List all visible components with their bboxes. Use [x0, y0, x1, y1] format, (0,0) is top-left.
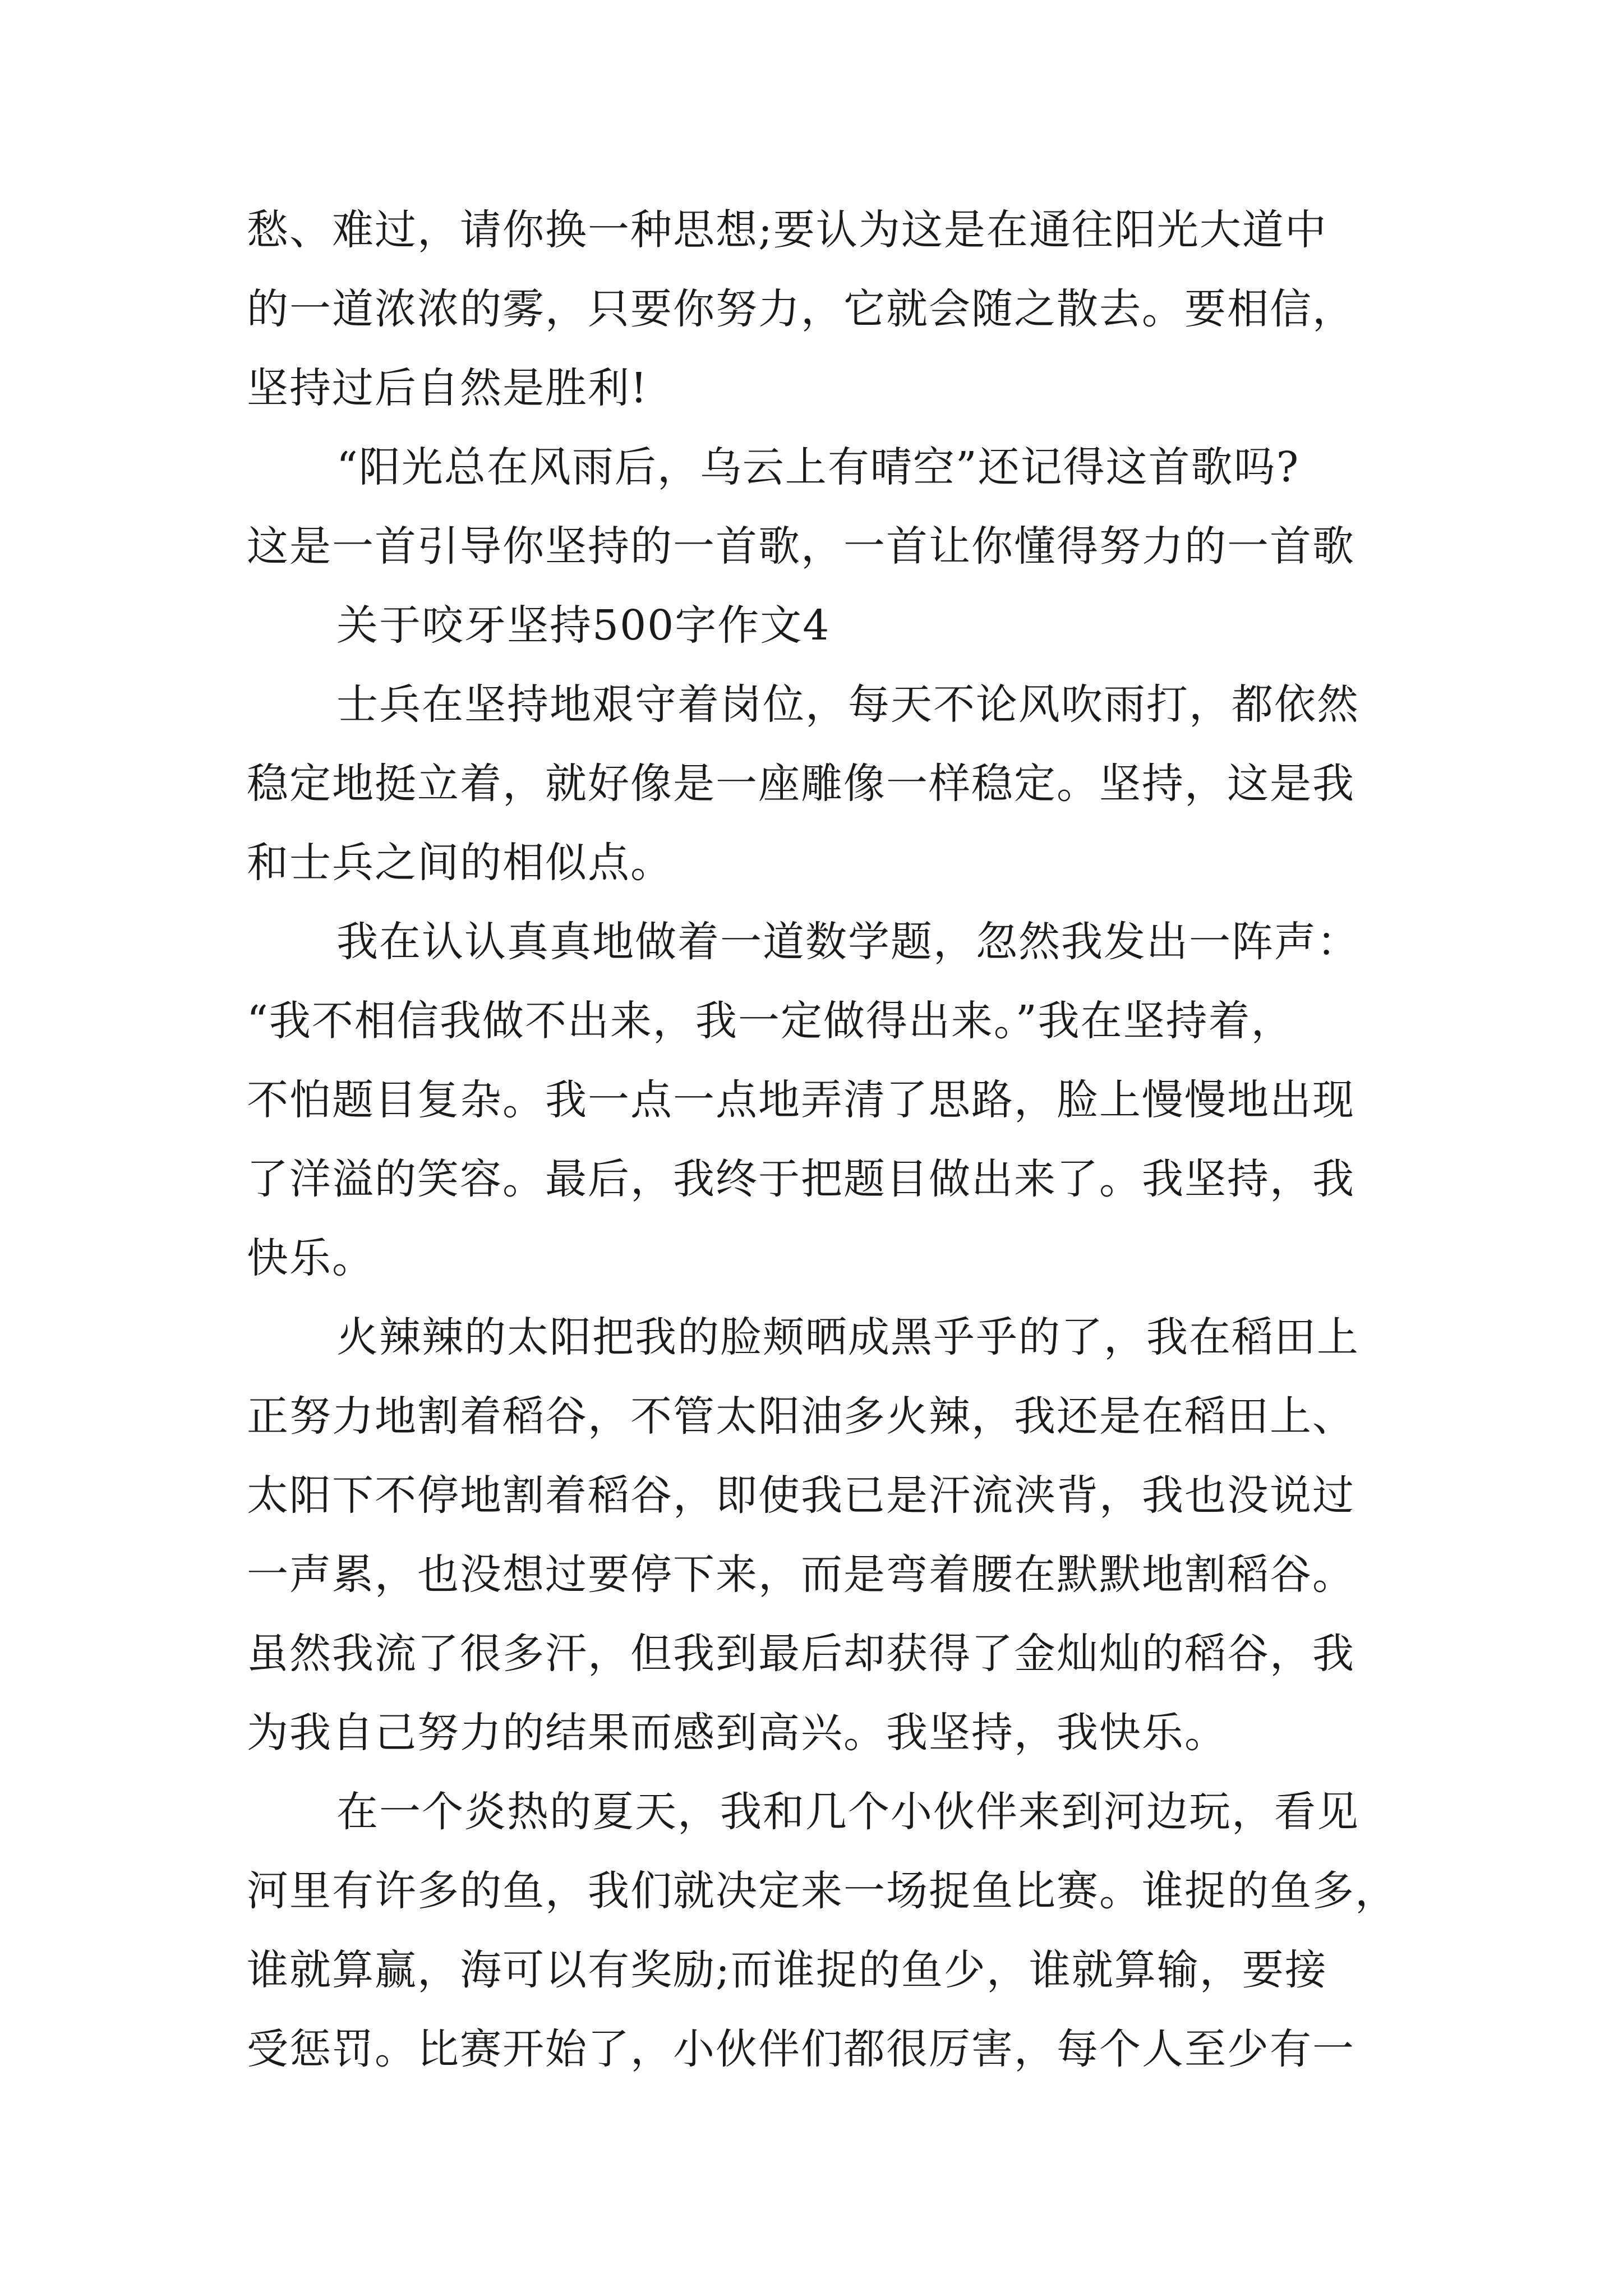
text-line: 士兵在坚持地艰守着岗位，每天不论风吹雨打，都依然	[336, 680, 1359, 729]
text-line: 愁、难过，请你换一种思想;要认为这是在通往阳光大道中	[247, 206, 1327, 254]
text-line: 的一道浓浓的雾，只要你努力，它就会随之散去。要相信，	[247, 285, 1355, 333]
text-line: 稳定地挺立着，就好像是一座雕像一样稳定。坚持，这是我	[247, 760, 1355, 808]
text-line: 火辣辣的太阳把我的脸颊晒成黑乎乎的了，我在稻田上	[336, 1313, 1359, 1361]
text-line: 不怕题目复杂。我一点一点地弄清了思路，脸上慢慢地出现	[247, 1076, 1355, 1124]
text-line: 快乐。	[247, 1234, 375, 1282]
text-line: 和士兵之间的相似点。	[247, 839, 673, 887]
text-line: 谁就算赢，海可以有奖励;而谁捉的鱼少，谁就算输，要接	[247, 1946, 1327, 1994]
text-line: 受惩罚。比赛开始了，小伙伴们都很厉害，每个人至少有一	[247, 2025, 1355, 2073]
text-line: “我不相信我做不出来，我一定做得出来。”我在坚持着，	[247, 997, 1294, 1045]
text-line: 为我自己努力的结果而感到高兴。我坚持，我快乐。	[247, 1709, 1227, 1757]
text-line: 正努力地割着稻谷，不管太阳油多火辣，我还是在稻田上、	[247, 1392, 1355, 1441]
text-line: 虽然我流了很多汗，但我到最后却获得了金灿灿的稻谷，我	[247, 1630, 1355, 1678]
text-line: 这是一首引导你坚持的一首歌，一首让你懂得努力的一首歌	[247, 522, 1355, 570]
text-line: 我在认认真真地做着一道数学题，忽然我发出一阵声：	[336, 918, 1359, 966]
text-line: 河里有许多的鱼，我们就决定来一场捉鱼比赛。谁捉的鱼多，	[247, 1867, 1398, 1915]
text-line: 坚持过后自然是胜利!	[247, 364, 648, 412]
text-line: 太阳下不停地割着稻谷，即使我已是汗流浃背，我也没说过	[247, 1471, 1355, 1520]
section-heading: 关于咬牙坚持500字作文4	[336, 601, 831, 650]
text-line: 了洋溢的笑容。最后，我终于把题目做出来了。我坚持，我	[247, 1155, 1355, 1203]
text-line: 在一个炎热的夏天，我和几个小伙伴来到河边玩，看见	[336, 1788, 1359, 1836]
text-line: 一声累，也没想过要停下来，而是弯着腰在默默地割稻谷。	[247, 1550, 1355, 1599]
essay-body	[247, 191, 1402, 2089]
text-line: “阳光总在风雨后，乌云上有晴空”还记得这首歌吗?	[336, 443, 1300, 491]
